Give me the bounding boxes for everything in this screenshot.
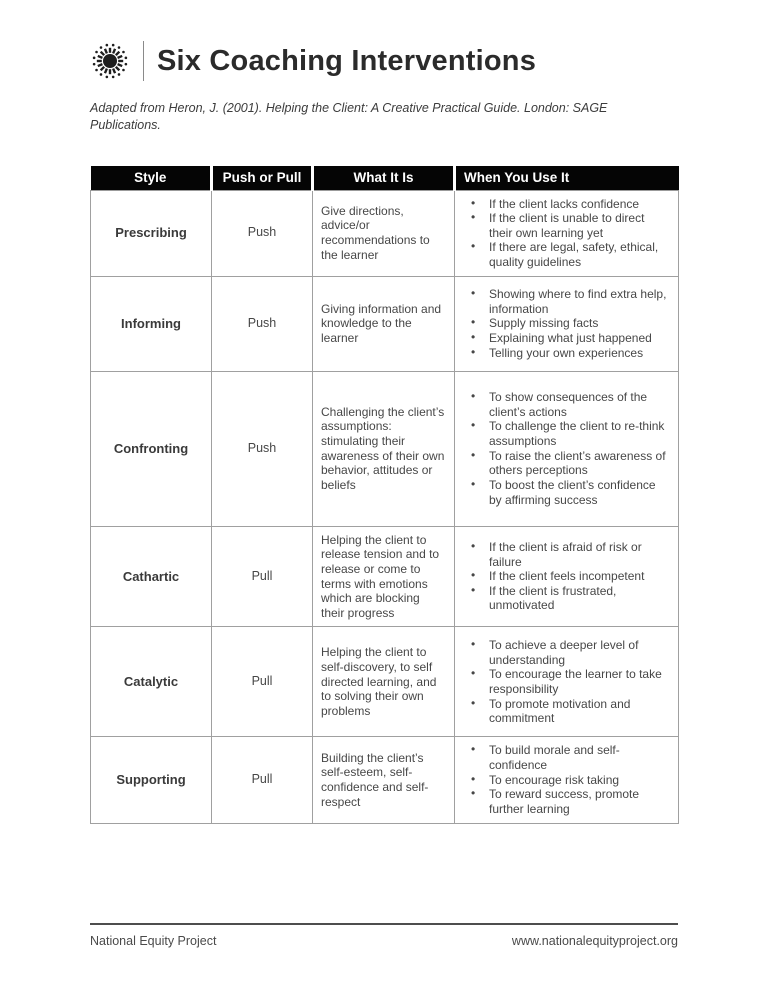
use-case-bullet: • If the client lacks confidence	[463, 197, 670, 212]
use-case-bullet: • To raise the client’s awareness of others perceptions	[463, 449, 670, 478]
table-row-catalytic	[91, 627, 679, 737]
what-it-is-cell: Helping the client to self-discovery, to self directed learning, and to solving their own problems	[313, 627, 455, 737]
use-case-bullet: • If the client is unable to direct their own learning yet	[463, 211, 670, 240]
what-it-is-cell: Helping the client to release tension and to release or come to terms with emotions which are blocking their progress	[313, 526, 455, 627]
use-case-bullet: • Showing where to find extra help, information	[463, 287, 670, 316]
table-row-confronting	[91, 371, 679, 526]
push-pull-cell: Push	[212, 190, 313, 276]
title-row	[90, 40, 678, 82]
when-you-use-it-cell	[455, 737, 679, 823]
use-case-bullet: • Supply missing facts	[463, 316, 670, 331]
what-it-is-cell: Give directions, advice/or recommendations to the learner	[313, 190, 455, 276]
table-row-informing	[91, 276, 679, 371]
col-header-push-or-pull: Push or Pull	[212, 166, 313, 190]
style-cell: Confronting	[91, 371, 212, 526]
push-pull-cell: Pull	[212, 526, 313, 627]
use-case-bullet: • To encourage the learner to take responsibility	[463, 667, 670, 696]
style-cell: Catalytic	[91, 627, 212, 737]
what-it-is-cell: Giving information and knowledge to the learner	[313, 276, 455, 371]
table-row-supporting	[91, 737, 679, 823]
style-cell: Prescribing	[91, 190, 212, 276]
style-cell: Informing	[91, 276, 212, 371]
push-pull-cell: Pull	[212, 737, 313, 823]
table-row-prescribing	[91, 190, 679, 276]
use-case-bullet: • If the client is frustrated, unmotivated	[463, 584, 670, 613]
use-case-bullet: • If the client feels incompetent	[463, 569, 670, 584]
use-case-bullet: • To encourage risk taking	[463, 773, 670, 788]
style-cell: Cathartic	[91, 526, 212, 627]
use-case-bullet: • If the client is afraid of risk or failure	[463, 540, 670, 569]
interventions-table	[90, 166, 679, 824]
use-case-bullet: • To reward success, promote further learning	[463, 787, 670, 816]
when-you-use-it-cell	[455, 627, 679, 737]
push-pull-cell: Pull	[212, 627, 313, 737]
page-title: Six Coaching Interventions	[157, 44, 537, 77]
use-case-bullet: • If there are legal, safety, ethical, quality guidelines	[463, 240, 670, 269]
what-it-is-cell: Challenging the client’s assumptions: stimulating their awareness of their own behavior, attitudes or beliefs	[313, 371, 455, 526]
use-case-bullet: • To show consequences of the client’s actions	[463, 390, 670, 419]
use-case-bullet: • To boost the client’s confidence by affirming success	[463, 478, 670, 507]
page-footer	[90, 923, 678, 948]
use-case-bullet: • To achieve a deeper level of understanding	[463, 638, 670, 667]
use-case-bullet: • To build morale and self-confidence	[463, 743, 670, 772]
footer-org-name: National Equity Project	[90, 934, 217, 948]
col-header-when-you-use-it: When You Use It	[455, 166, 679, 190]
use-case-bullet: • To challenge the client to re-think assumptions	[463, 419, 670, 448]
use-case-bullet: • To promote motivation and commitment	[463, 697, 670, 726]
footer-website-url: www.nationalequityproject.org	[511, 934, 678, 948]
use-case-bullet: • Telling your own experiences	[463, 346, 670, 361]
style-cell: Supporting	[91, 737, 212, 823]
what-it-is-cell: Building the client’s self-esteem, self-confidence and self-respect	[313, 737, 455, 823]
col-header-style: Style	[91, 166, 212, 190]
when-you-use-it-cell	[455, 526, 679, 627]
when-you-use-it-cell	[455, 190, 679, 276]
title-divider	[143, 41, 144, 81]
when-you-use-it-cell	[455, 371, 679, 526]
use-case-bullet: • Explaining what just happened	[463, 331, 670, 346]
when-you-use-it-cell	[455, 276, 679, 371]
table-header-row	[91, 166, 679, 190]
attribution-text: Adapted from Heron, J. (2001). Helping the Client: A Creative Practical Guide. London: SAGE Publications.	[90, 101, 608, 132]
col-header-what-it-is: What It Is	[313, 166, 455, 190]
table-row-cathartic	[91, 526, 679, 627]
push-pull-cell: Push	[212, 276, 313, 371]
push-pull-cell: Push	[212, 371, 313, 526]
sunburst-logo-icon	[90, 40, 130, 82]
